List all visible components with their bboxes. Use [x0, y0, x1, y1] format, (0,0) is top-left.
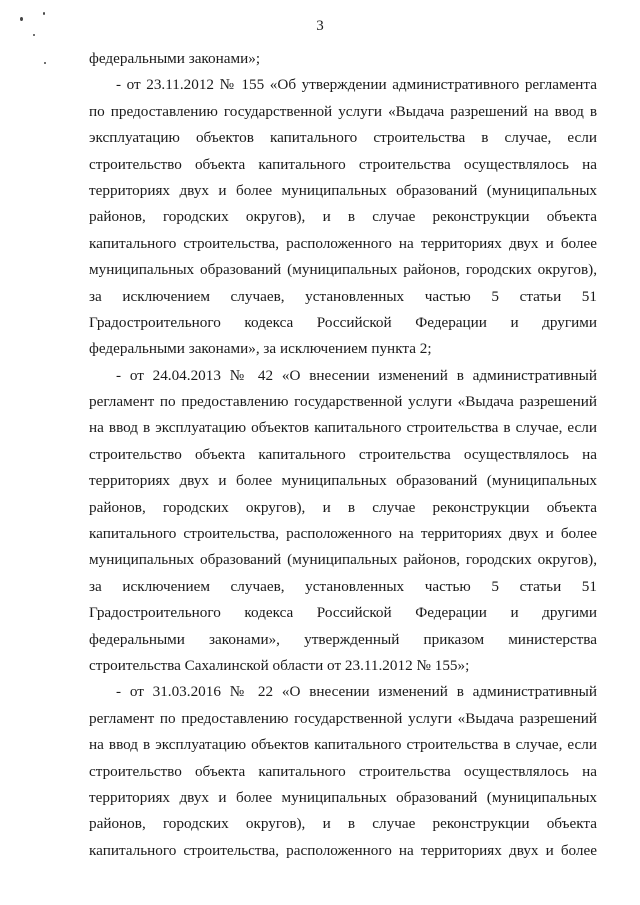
text-line: районов, городских округов), и в случае реконструкции объекта — [89, 815, 597, 833]
paragraph-item-22 — [89, 679, 597, 864]
text-line: за исключением случаев, установленных частью 5 статьи 51 — [89, 577, 597, 595]
scan-speck — [44, 62, 46, 64]
text-line: капитального строительства, расположенного на территориях двух и более — [89, 841, 597, 859]
text-line: капитального строительства, расположенного на территориях двух и более — [89, 234, 597, 252]
scan-speck — [43, 12, 45, 15]
text-line: капитального строительства, расположенного на территориях двух и более — [89, 525, 597, 543]
text-line: на ввод в эксплуатацию объектов капитального строительства в случае, если — [89, 419, 597, 437]
text-line: федеральными законами»; — [89, 50, 261, 67]
text-line: муниципальных образований (муниципальных районов, городских округов), — [89, 551, 597, 569]
text-line: - от 24.04.2013 № 42 «О внесении изменений в административный — [116, 366, 597, 384]
document-body — [89, 46, 597, 864]
text-line: регламент по предоставлению государственной услуги «Выдача разрешений — [89, 393, 597, 411]
text-line: - от 23.11.2012 № 155 «Об утверждении административного регламента — [116, 76, 597, 94]
text-line: муниципальных образований (муниципальных районов, городских округов), — [89, 261, 597, 279]
text-line: эксплуатацию объектов капитального строительства в случае, если — [89, 129, 597, 147]
text-line: строительство объекта капитального строительства осуществлялось на — [89, 155, 597, 173]
paragraph-item-155 — [89, 72, 597, 362]
text-line: Градостроительного кодекса Российской Федерации и другими — [89, 313, 597, 331]
text-line: федеральными законами», утвержденный приказом министерства — [89, 630, 597, 648]
text-line: - от 31.03.2016 № 22 «О внесении изменений в административный — [116, 683, 597, 701]
text-line: федеральными законами», за исключением пункта 2; — [89, 340, 432, 358]
paragraph-item-42 — [89, 363, 597, 680]
text-line: территориях двух и более муниципальных образований (муниципальных — [89, 181, 597, 199]
scan-speck — [20, 17, 23, 21]
paragraph-continuation — [89, 46, 597, 72]
text-line: строительство объекта капитального строительства осуществлялось на — [89, 762, 597, 780]
text-line: районов, городских округов), и в случае реконструкции объекта — [89, 208, 597, 226]
text-line: территориях двух и более муниципальных образований (муниципальных — [89, 788, 597, 806]
scan-speck — [33, 34, 35, 36]
text-line: строительства Сахалинской области от 23.11.2012 № 155»; — [89, 656, 470, 674]
page-number: 3 — [316, 18, 324, 34]
text-line: на ввод в эксплуатацию объектов капитального строительства в случае, если — [89, 736, 597, 754]
text-line: регламент по предоставлению государственной услуги «Выдача разрешений — [89, 709, 597, 727]
text-line: строительство объекта капитального строительства осуществлялось на — [89, 445, 597, 463]
text-line: по предоставлению государственной услуги «Выдача разрешений на ввод в — [89, 102, 597, 120]
text-line: Градостроительного кодекса Российской Федерации и другими — [89, 604, 597, 622]
text-line: за исключением случаев, установленных частью 5 статьи 51 — [89, 287, 597, 305]
text-line: районов, городских округов), и в случае реконструкции объекта — [89, 498, 597, 516]
text-line: территориях двух и более муниципальных образований (муниципальных — [89, 472, 597, 490]
